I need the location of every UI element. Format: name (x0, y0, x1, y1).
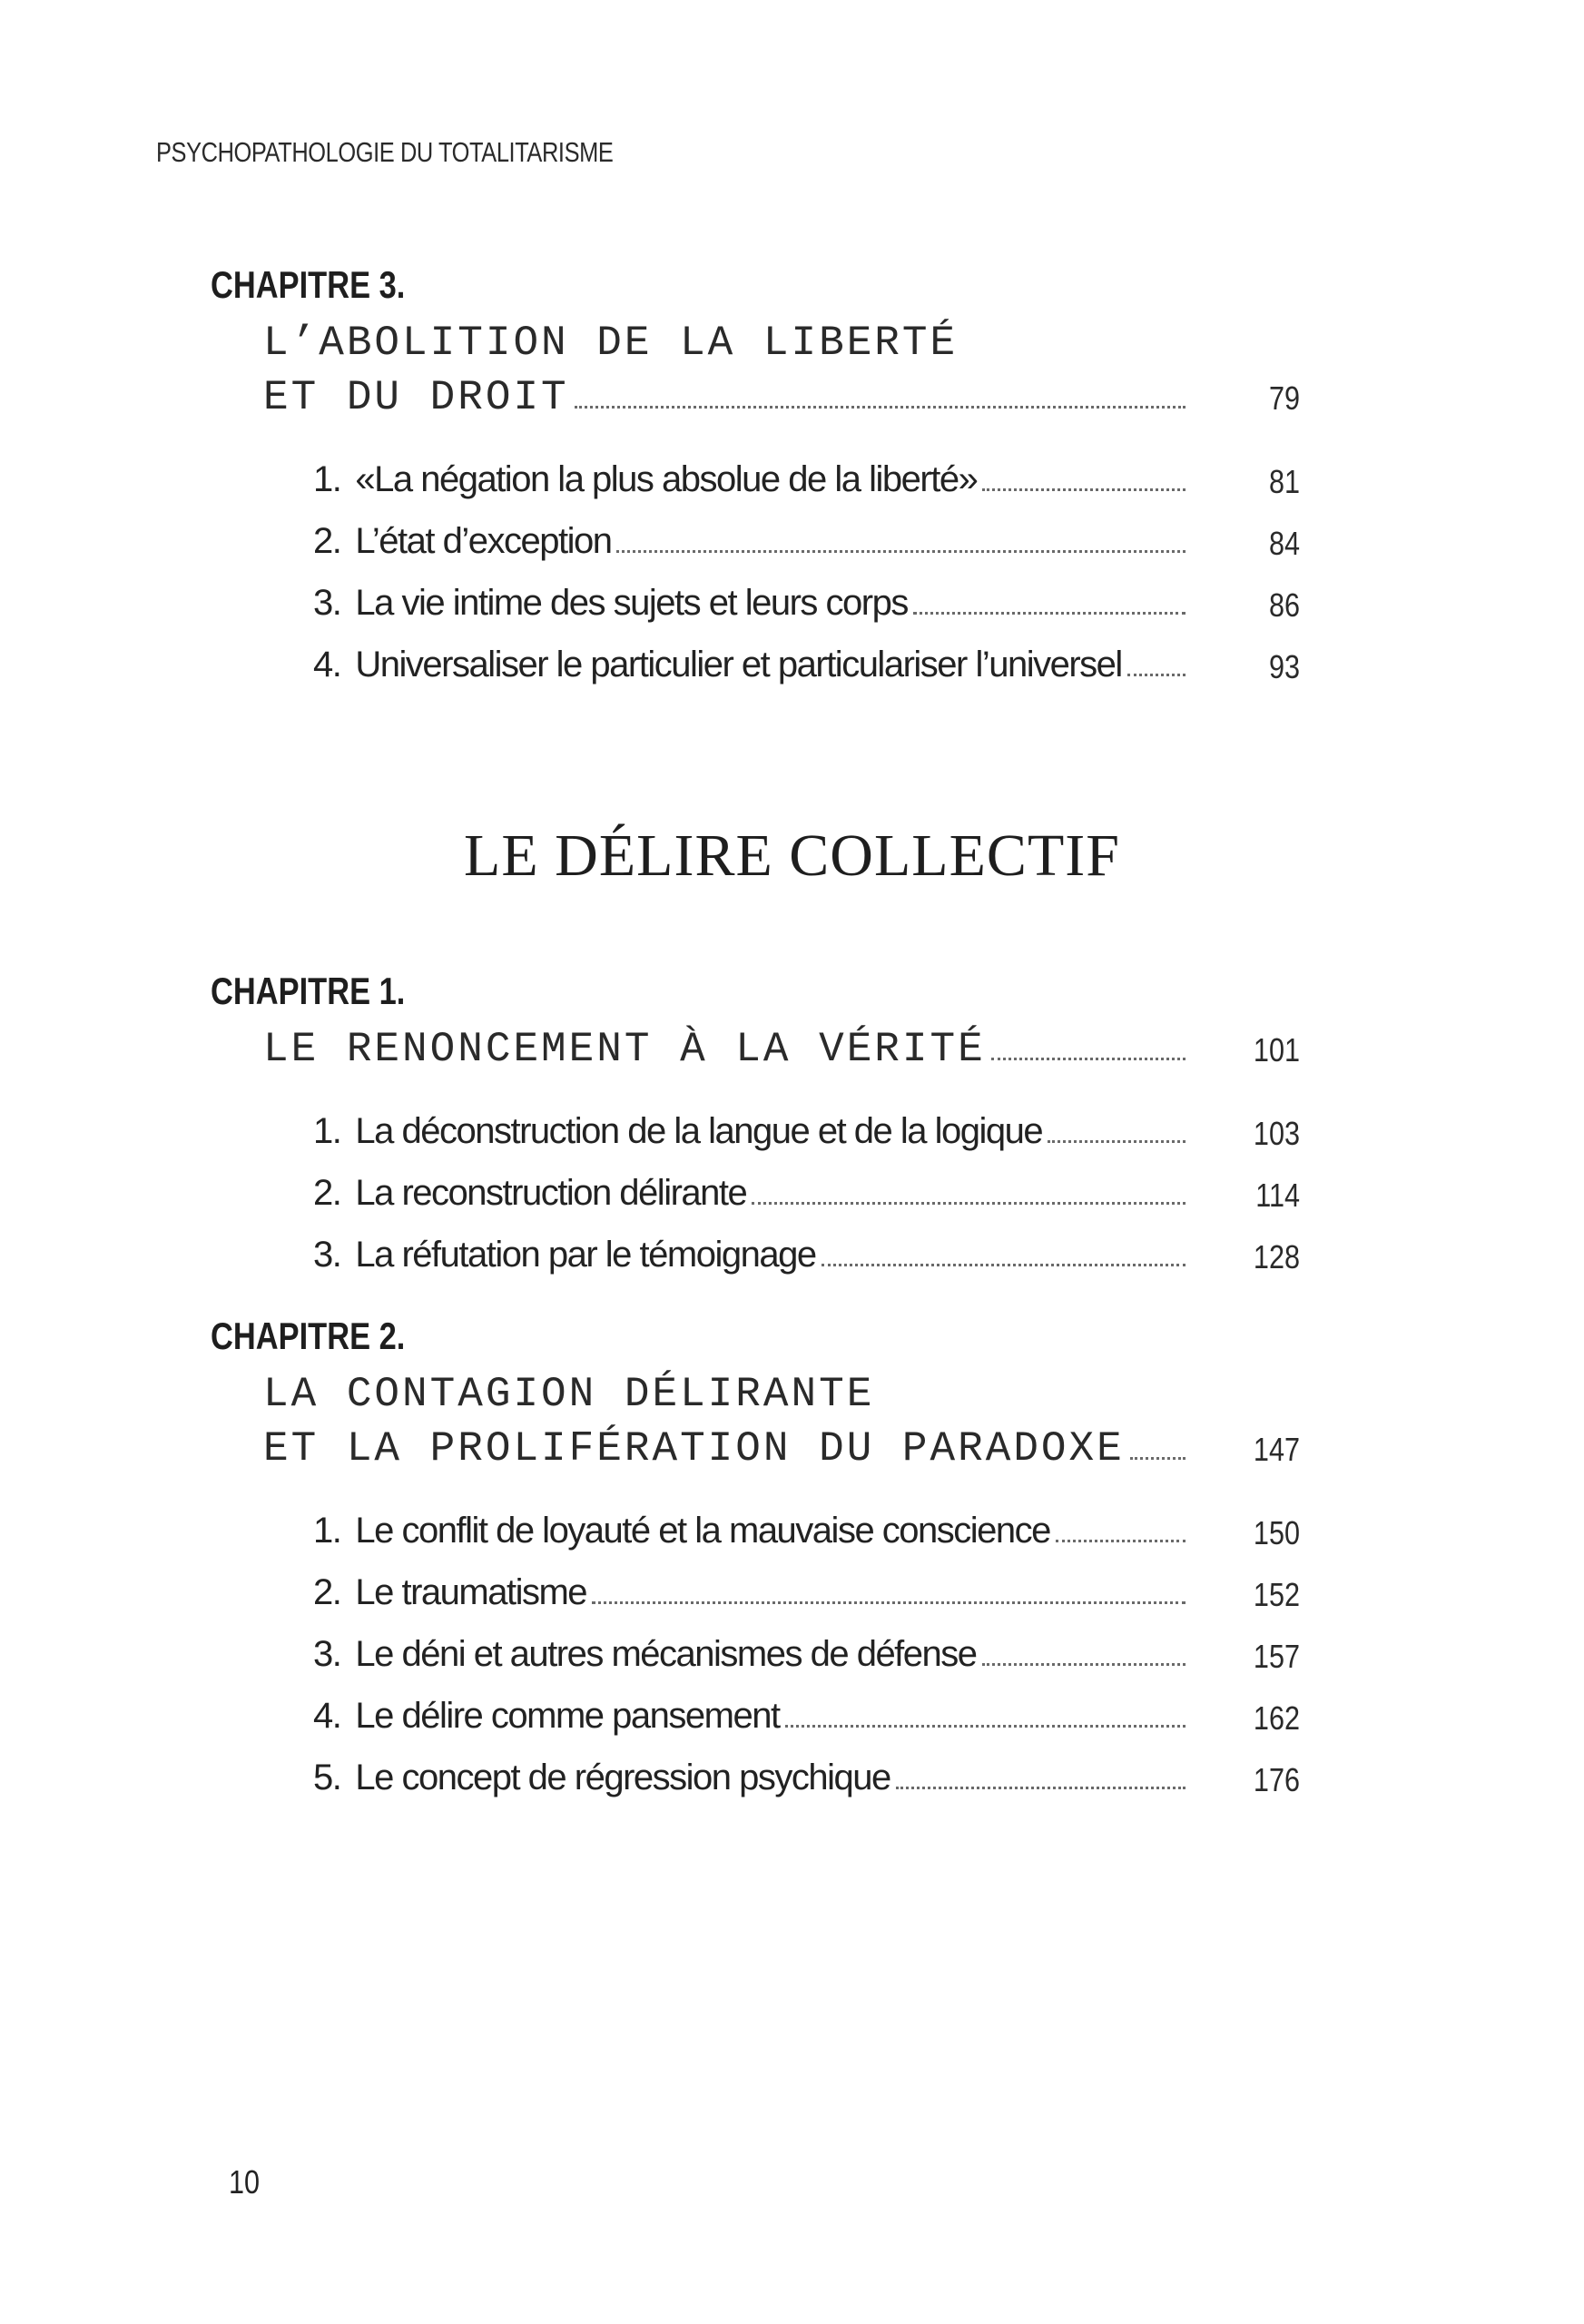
dot-leader (913, 612, 1186, 615)
entry-number: 3. (313, 1634, 341, 1674)
dot-leader (1127, 674, 1186, 676)
entry-page-number: 114 (1255, 1177, 1300, 1214)
dot-leader (991, 1058, 1186, 1060)
entry-title: Le déni et autres mécanismes de défense (355, 1634, 977, 1674)
entry-title: Universaliser le particulier et particulariser l’universel (355, 645, 1122, 684)
chapter3-title-line1-text: L’ABOLITION DE LA LIBERTÉ (263, 320, 959, 367)
entry-number: 2. (313, 1572, 341, 1612)
chapter1-page-number: 101 (1253, 1031, 1300, 1068)
part-title: LE DÉLIRE COLLECTIF (464, 822, 1120, 889)
dot-leader (1048, 1140, 1186, 1143)
dot-leader (1130, 1457, 1186, 1460)
running-head: PSYCHOPATHOLOGIE DU TOTALITARISME (156, 136, 614, 168)
entry-page-number: 157 (1253, 1638, 1300, 1675)
entry-number: 3. (313, 583, 341, 623)
chapter3-title-line2 (263, 374, 1189, 421)
dot-leader (982, 488, 1186, 491)
dot-leader (896, 1787, 1186, 1789)
chapter3-page-number: 79 (1268, 379, 1300, 417)
chapter2-page-number: 147 (1253, 1431, 1300, 1468)
entry-number: 1. (313, 1511, 341, 1551)
chapter1-title-line1-text: LE RENONCEMENT À LA VÉRITÉ (263, 1026, 986, 1073)
toc-entry (313, 1111, 1189, 1152)
entry-title: La reconstruction délirante (355, 1173, 747, 1213)
chapter1-label: CHAPITRE 1. (211, 970, 406, 1012)
chapter2-label: CHAPITRE 2. (211, 1315, 406, 1357)
entry-title: L’état d’exception (355, 521, 612, 561)
entry-page-number: 150 (1253, 1514, 1300, 1551)
toc-entry (313, 1572, 1189, 1613)
chapter2-title-line1 (263, 1371, 1189, 1418)
entry-page-number: 84 (1268, 525, 1300, 562)
toc-entry (313, 1511, 1189, 1551)
toc-entry (313, 583, 1189, 624)
entry-title: Le concept de régression psychique (355, 1758, 890, 1797)
dot-leader (822, 1264, 1186, 1266)
entry-number: 2. (313, 521, 341, 561)
toc-entry (313, 459, 1189, 500)
entry-number: 2. (313, 1173, 341, 1213)
toc-entry (313, 1758, 1189, 1798)
entry-title: La vie intime des sujets et leurs corps (355, 583, 908, 623)
entry-page-number: 176 (1253, 1761, 1300, 1798)
entry-number: 3. (313, 1235, 341, 1275)
dot-leader (785, 1725, 1186, 1728)
entry-number: 1. (313, 459, 341, 499)
toc-entry (313, 645, 1189, 685)
entry-page-number: 152 (1253, 1576, 1300, 1613)
entry-title: Le conflit de loyauté et la mauvaise conscience (355, 1511, 1050, 1551)
dot-leader (1056, 1540, 1186, 1542)
entry-number: 4. (313, 645, 341, 684)
chapter3-title-line2-text: ET DU DROIT (263, 374, 569, 421)
entry-page-number: 93 (1268, 648, 1300, 685)
chapter2-title-line2-text: ET LA PROLIFÉRATION DU PARADOXE (263, 1425, 1125, 1472)
toc-entry (313, 521, 1189, 562)
dot-leader (592, 1601, 1186, 1604)
entry-page-number: 86 (1268, 586, 1300, 624)
entry-number: 5. (313, 1758, 341, 1797)
chapter2-title-line2 (263, 1425, 1189, 1472)
dot-leader (752, 1202, 1186, 1205)
chapter1-title-line1 (263, 1026, 1189, 1073)
toc-entry (313, 1696, 1189, 1737)
toc-entry (313, 1173, 1189, 1214)
entry-title: Le traumatisme (355, 1572, 587, 1612)
entry-title: «La négation la plus absolue de la liberté» (355, 459, 978, 499)
page-number-footer: 10 (229, 2163, 261, 2201)
entry-page-number: 162 (1253, 1699, 1300, 1737)
toc-entry (313, 1634, 1189, 1675)
dot-leader (616, 550, 1186, 553)
chapter2-title-line1-text: LA CONTAGION DÉLIRANTE (263, 1371, 875, 1418)
dot-leader (982, 1663, 1186, 1666)
chapter3-title-line1 (263, 320, 1189, 367)
toc-entry (313, 1235, 1189, 1275)
dot-leader (575, 406, 1186, 409)
entry-number: 1. (313, 1111, 341, 1151)
entry-page-number: 103 (1253, 1115, 1300, 1152)
chapter3-label: CHAPITRE 3. (211, 263, 406, 306)
entry-page-number: 81 (1268, 463, 1300, 500)
entry-title: Le délire comme pansement (355, 1696, 780, 1736)
entry-title: La déconstruction de la langue et de la logique (355, 1111, 1043, 1151)
entry-page-number: 128 (1253, 1238, 1300, 1275)
entry-number: 4. (313, 1696, 341, 1736)
entry-title: La réfutation par le témoignage (355, 1235, 816, 1275)
